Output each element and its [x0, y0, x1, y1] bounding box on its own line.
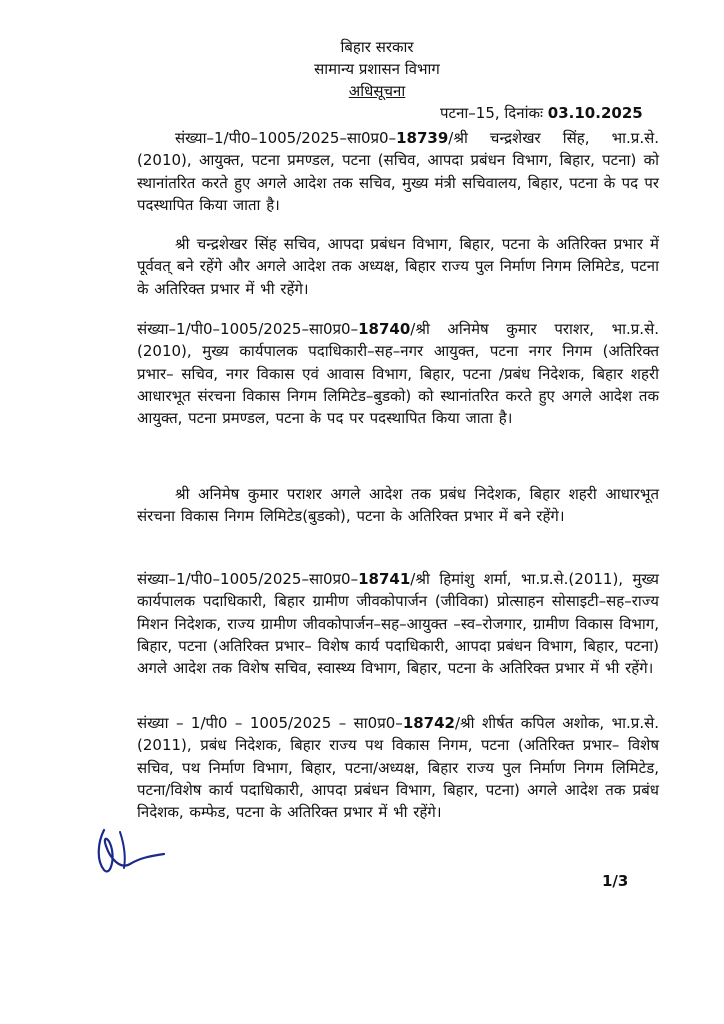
ref-prefix: संख्या–1/पी0–1005/2025–सा0प्र0– [175, 129, 397, 147]
order-paragraph-18739 [137, 127, 659, 216]
order-paragraph-18741 [137, 568, 659, 679]
ref-number: 18739 [396, 129, 449, 147]
order-text: श्री चन्द्रशेखर सिंह सचिव, आपदा प्रबंधन विभाग, बिहार, पटना के अतिरिक्त प्रभार में पूर्ववत् बने रहेंगे और अगले आदेश तक अध्यक्ष, बिहार राज्य पुल निर्माण निगम लिमिटेड, पटना के अतिरिक्त प्रभार में भी रहेंगे। [137, 235, 659, 298]
additional-charge-paragraph-2 [137, 483, 659, 528]
additional-charge-paragraph-1 [137, 233, 659, 300]
order-text: /श्री अनिमेष कुमार पराशर, भा.प्र.से. (2010), मुख्य कार्यपालक पदाधिकारी–सह–नगर आयुक्त, पटना नगर निगम (अतिरिक्त प्रभार– सचिव, नगर विकास एवं आवास विभाग, बिहार, पटना /प्रबंध निदेशक, बिहार शहरी आधारभूत संरचना विकास निगम लिमिटेड–बुडको) को स्थानांतरित करते हुए अगले आदेश तक आयुक्त, पटना प्रमण्डल, पटना के पद पर पदस्थापित किया जाता है। [137, 320, 659, 428]
department-name: सामान्य प्रशासन विभाग [314, 60, 440, 78]
ref-prefix: संख्या–1/पी0–1005/2025–सा0प्र0– [137, 320, 359, 338]
page-number: 1/3 [602, 872, 629, 890]
order-paragraph-18740 [137, 318, 659, 429]
order-paragraph-18742 [137, 712, 659, 823]
order-text: /श्री शीर्षत कपिल अशोक, भा.प्र.से.(2011), प्रबंध निदेशक, बिहार राज्य पथ विकास निगम, पटना (अतिरिक्त प्रभार– विशेष सचिव, पथ निर्माण विभाग, बिहार, पटना/अध्यक्ष, बिहार राज्य पुल निर्माण निगम लिमिटेड, पटना/विशेष कार्य पदाधिकारी, आपदा प्रबंधन विभाग, बिहार, पटना) अगले आदेश तक प्रबंध निदेशक, कम्फेड, पटना के अतिरिक्त प्रभार में भी रहेंगे। [137, 714, 660, 822]
notification-title: अधिसूचना [348, 82, 406, 100]
place-label: पटना–15, दिनांकः [440, 104, 548, 122]
ref-prefix: संख्या – 1/पी0 – 1005/2025 – सा0प्र0– [137, 714, 403, 732]
government-name: बिहार सरकार [340, 38, 414, 56]
place-date-line [440, 104, 643, 122]
order-text: /श्री हिमांशु शर्मा, भा.प्र.से.(2011), मुख्य कार्यपालक पदाधिकारी, बिहार ग्रामीण जीवकोपार्जन (जीविका) प्रोत्साहन सोसाइटी–सह–राज्य मिशन निदेशक, राज्य ग्रामीण जीवकोपार्जन–सह–आयुक्त –स्व–रोजगार, ग्रामीण विकास विभाग, बिहार, पटना (अतिरिक्त प्रभार– विशेष कार्य पदाधिकारी, आपदा प्रबंधन विभाग, बिहार, पटना) अगले आदेश तक विशेष सचिव, स्वास्थ्य विभाग, बिहार, पटना के अतिरिक्त प्रभार में भी रहेंगे। [137, 570, 659, 678]
ref-prefix: संख्या–1/पी0–1005/2025–सा0प्र0– [137, 570, 359, 588]
signature-mark [90, 812, 180, 882]
notification-date: 03.10.2025 [547, 104, 643, 122]
ref-number: 18741 [358, 570, 411, 588]
ref-number: 18742 [402, 714, 455, 732]
order-text: श्री अनिमेष कुमार पराशर अगले आदेश तक प्रबंध निदेशक, बिहार शहरी आधारभूत संरचना विकास निगम लिमिटेड(बुडको), पटना के अतिरिक्त प्रभार में बने रहेंगे। [137, 485, 659, 526]
order-text: /श्री चन्द्रशेखर सिंह, भा.प्र.से.(2010), आयुक्त, पटना प्रमण्डल, पटना (सचिव, आपदा प्रबंधन विभाग, बिहार, पटना) को स्थानांतरित करते हुए अगले आदेश तक सचिव, मुख्य मंत्री सचिवालय, बिहार, पटना के पद पर पदस्थापित किया जाता है। [137, 129, 659, 214]
ref-number: 18740 [358, 320, 411, 338]
